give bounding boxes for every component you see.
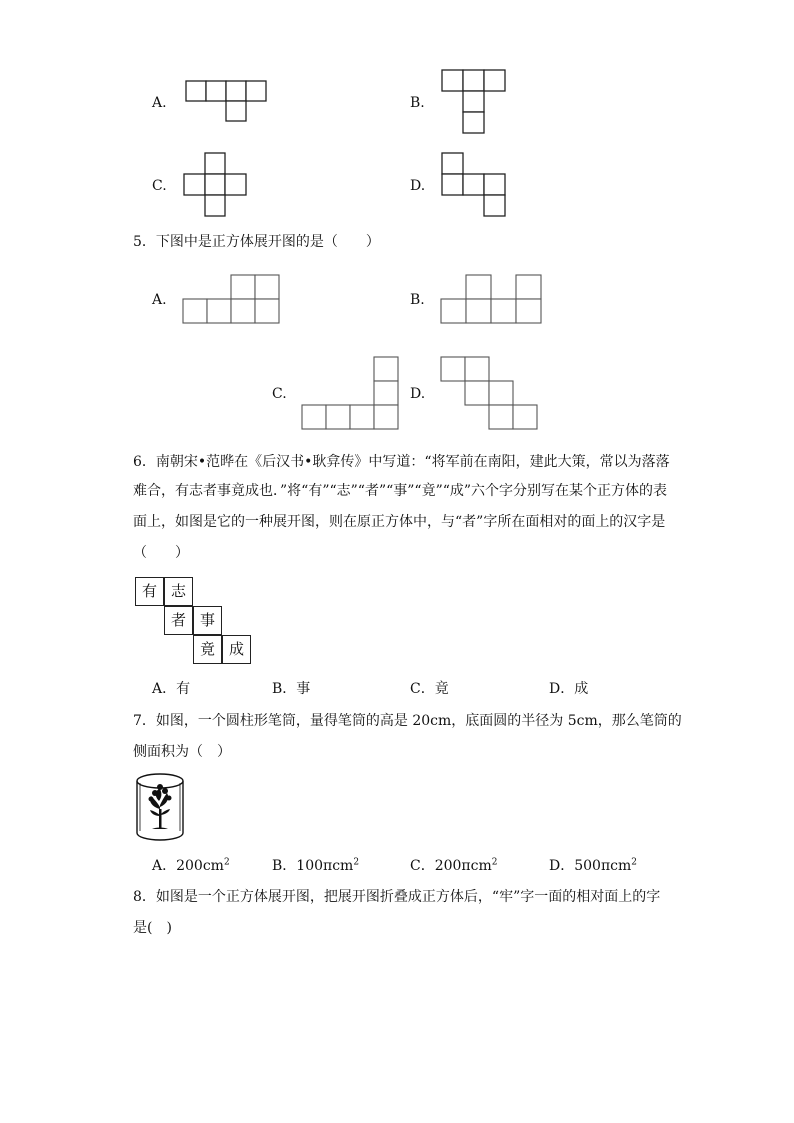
q4-option-c-label[interactable]: C.	[152, 178, 167, 194]
q7-line-1: 7．如图，一个圆柱形笔筒，量得笔筒的高是 20cm，底面圆的半径为 5cm，那么笔筒的	[133, 713, 682, 729]
net-cell-cheng: 成	[222, 635, 251, 664]
q4-option-d-net	[442, 153, 504, 216]
q7-option-c-sup: 2	[491, 857, 498, 868]
q4-option-a-label[interactable]: A.	[152, 95, 167, 111]
q5-option-a-net	[183, 275, 279, 323]
net-cell-jing: 竟	[193, 635, 222, 664]
q8-line-1: 8．如图是一个正方体展开图，把展开图折叠成正方体后，“牢”字一面的相对面上的字	[133, 889, 661, 905]
net-cell-zhi: 志	[164, 577, 193, 606]
q7-option-a-sup: 2	[223, 857, 230, 868]
q7-option-a[interactable]	[152, 855, 230, 877]
q4-option-a-net	[186, 81, 266, 123]
q7-line-2: 侧面积为（ ）	[133, 744, 231, 760]
q6-option-c[interactable]: C．竟	[410, 681, 449, 697]
q6-line-3: 面上，如图是它的一种展开图，则在原正方体中，与“者”字所在面相对的面上的汉字是	[133, 514, 666, 530]
q7-option-c[interactable]	[410, 855, 498, 877]
net-cell-you: 有	[135, 577, 164, 606]
q7-option-c-text: C．200πcm	[410, 858, 492, 874]
pen-holder-cylinder-image	[134, 771, 186, 843]
q5-option-b-net	[441, 275, 541, 323]
q7-option-b[interactable]	[272, 855, 359, 877]
net-cell-shi: 事	[193, 606, 222, 635]
q6-option-b[interactable]: B．事	[272, 681, 311, 697]
q7-option-d-sup: 2	[631, 857, 637, 868]
q6-line-2: 难合，有志者事竟成也．”将“有”“志”“者”“事”“竟”“成”六个字分别写在某个正方体的表	[133, 483, 668, 499]
q5-option-c-label[interactable]: C.	[272, 386, 287, 402]
q7-option-d-text: D．500πcm	[549, 858, 632, 874]
q7-option-d[interactable]	[549, 855, 637, 877]
q7-option-b-text: B．100πcm	[272, 858, 354, 874]
q4-option-c-net	[184, 153, 246, 216]
q5-stem: 5．下图中是正方体展开图的是（ ）	[133, 234, 380, 250]
net-cell-zhe: 者	[164, 606, 193, 635]
q6-option-d[interactable]: D．成	[549, 681, 589, 697]
q5-option-a-label[interactable]: A.	[152, 292, 167, 308]
q6-option-a[interactable]: A．有	[152, 681, 191, 697]
q5-option-c-net	[302, 357, 398, 429]
q4-option-d-label[interactable]: D.	[410, 178, 426, 194]
q5-option-d-net	[441, 357, 537, 429]
q5-option-d-label[interactable]: D.	[410, 386, 426, 402]
q7-option-a-text: A．200cm	[152, 858, 224, 874]
q5-option-b-label[interactable]: B.	[410, 292, 425, 308]
q4-option-b-net	[442, 70, 504, 134]
q6-line-4: （ ）	[133, 545, 189, 561]
q6-line-1: 6．南朝宋•范晔在《后汉书•耿弇传》中写道：“将军前在南阳，建此大策，常以为落落	[133, 454, 670, 470]
q4-option-b-label[interactable]: B.	[410, 95, 425, 111]
q8-line-2: 是( )	[133, 920, 172, 936]
q7-option-b-sup: 2	[353, 857, 360, 868]
